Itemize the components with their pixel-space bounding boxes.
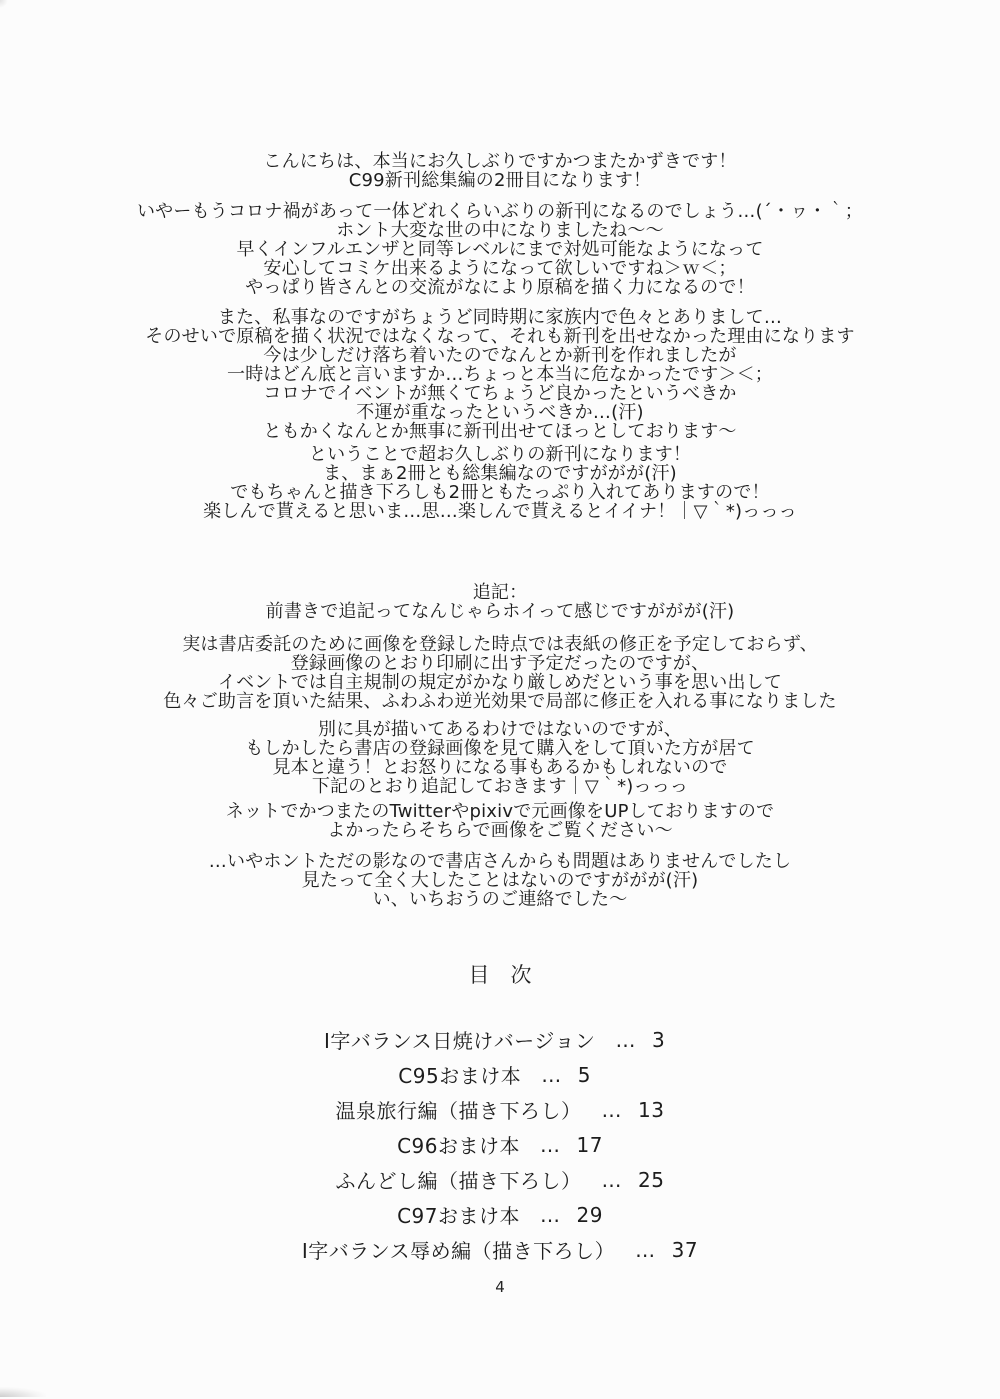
text-line: コロナでイベントが無くてちょうど良かったというべきか	[263, 383, 737, 404]
toc-item	[0, 1092, 1000, 1127]
text-line: 楽しんで貰えると思いま…思…楽しんで貰えるとイイナ！｜▽｀*)っっっ	[203, 501, 797, 522]
toc-item-label: I字バランス日焼けバージョン	[324, 1029, 596, 1053]
text-line: ともかくなんとか無事に新刊出せてほっとしております～	[263, 421, 737, 442]
text-line: 今は少しだけ落ち着いたのでなんとか新刊を作れましたが	[263, 345, 737, 366]
table-of-contents	[0, 1022, 1000, 1267]
text-line: 追記：	[472, 582, 528, 603]
text-line: 別に具が描いてあるわけではないのですが、	[318, 719, 682, 740]
toc-item	[0, 1127, 1000, 1162]
toc-item-label: I字バランス辱め編（描き下ろし）	[301, 1239, 616, 1263]
toc-title: 目 次	[468, 963, 532, 987]
text-line: 前書きで追記ってなんじゃらホイって感じですががが(汗)	[265, 601, 735, 622]
text-line: やっぱり皆さんとの交流がなにより原稿を描く力になるので！	[245, 277, 755, 298]
text-line: ということで超お久しぶりの新刊になります！	[308, 444, 692, 465]
text-line: そのせいで原稿を描く状況ではなくなって、それも新刊を出せなかった理由になります	[145, 326, 855, 347]
scan-artifact	[0, 1387, 46, 1397]
foreword-section	[0, 152, 1000, 521]
toc-item-dots: …	[635, 1237, 656, 1262]
text-line: こんにちは、本当にお久しぶりですかつまたかずきです！	[263, 151, 737, 172]
text-line: 見たって全く大したことはないのですががが(汗)	[301, 870, 699, 891]
toc-item-page: 37	[671, 1237, 699, 1262]
toc-item-page: 5	[577, 1062, 591, 1087]
toc-item-page: 13	[638, 1097, 665, 1122]
toc-item	[0, 1162, 1000, 1197]
text-line: 実は書店委託のために画像を登録した時点では表紙の修正を予定しておらず、	[182, 634, 818, 655]
toc-item-dots: …	[601, 1167, 623, 1192]
text-line: もしかしたら書店の登録画像を見て購入をして頂いた方が居て	[245, 738, 755, 759]
toc-item-label: 温泉旅行編（描き下ろし）	[335, 1099, 582, 1123]
text-line: イベントでは自主規制の規定がかなり厳しめだという事を思い出して	[217, 672, 783, 693]
text-line: ホント大変な世の中になりましたね～～	[336, 220, 664, 241]
text-line: よかったらそちらで画像をご覧ください～	[327, 820, 673, 841]
foreword-paragraph-release	[0, 445, 1000, 521]
toc-item-label: ふんどし編（描き下ろし）	[335, 1169, 582, 1193]
toc-item-dots: …	[539, 1132, 561, 1157]
postscript-paragraph-heading	[0, 583, 1000, 621]
toc-item	[0, 1197, 1000, 1232]
text-line: ネットでかつまたのTwitterやpixivで元画像をUPしておりますので	[225, 801, 775, 822]
text-line: 不運が重なったというべきか…(汗)	[356, 402, 644, 423]
toc-item-page: 25	[638, 1167, 665, 1192]
text-line: 登録画像のとおり印刷に出す予定だったのですが、	[290, 653, 710, 674]
toc-item	[0, 1057, 1000, 1092]
scan-artifact	[0, 0, 8, 8]
toc-item-dots: …	[541, 1062, 562, 1087]
toc-item-dots: …	[539, 1202, 561, 1227]
text-line: ま、まぁ2冊とも総集編なのですががが(汗)	[323, 463, 677, 484]
text-line: 一時はどん底と言いますか…ちょっと本当に危なかったです＞＜；	[227, 364, 773, 385]
postscript-paragraph-closing	[0, 852, 1000, 909]
toc-item	[0, 1022, 1000, 1057]
text-line: C99新刊総集編の2冊目になります！	[348, 170, 652, 191]
text-line: 早くインフルエンザと同等レベルにまで対処可能なようになって	[236, 239, 764, 260]
toc-item-page: 3	[652, 1027, 666, 1052]
text-line: 見本と違う！とお怒りになる事もあるかもしれないので	[272, 757, 728, 778]
postscript-paragraph-cover-edit	[0, 635, 1000, 711]
text-line: でもちゃんと描き下ろしも2冊ともたっぷり入れてありますので！	[230, 482, 770, 503]
postscript-section	[0, 583, 1000, 909]
text-line: いやーもうコロナ禍があって一体どれくらいぶりの新刊になるのでしょう…(´・ヮ・｀；	[136, 201, 864, 222]
text-line: い、いちおうのご連絡でした～	[372, 889, 628, 910]
toc-item-dots: …	[601, 1097, 623, 1122]
toc-item-page: 17	[576, 1132, 603, 1157]
postscript-paragraph-note	[0, 720, 1000, 796]
text-line: 色々ご助言を頂いた結果、ふわふわ逆光効果で局部に修正を入れる事になりました	[163, 691, 837, 712]
page-number: 4	[495, 1278, 505, 1296]
foreword-paragraph-personal	[0, 308, 1000, 441]
text-line: また、私事なのですがちょうど同時期に家族内で色々とありまして…	[217, 307, 783, 328]
text-line: …いやホントただの影なので書店さんからも問題はありませんでしたし	[208, 851, 792, 872]
toc-item-label: C97おまけ本	[397, 1204, 520, 1228]
toc-item	[0, 1232, 1000, 1267]
text-line: 下記のとおり追記しておきます｜▽｀*)っっっ	[311, 776, 689, 797]
toc-item-label: C95おまけ本	[398, 1064, 522, 1088]
text-line: 安心してコミケ出来るようになって欲しいですね＞ｗ＜；	[263, 258, 737, 279]
foreword-paragraph-corona	[0, 202, 1000, 297]
foreword-paragraph-greeting	[0, 152, 1000, 190]
toc-item-dots: …	[615, 1027, 636, 1052]
postscript-paragraph-sns	[0, 802, 1000, 840]
toc-item-label: C96おまけ本	[397, 1134, 520, 1158]
toc-item-page: 29	[576, 1202, 603, 1227]
